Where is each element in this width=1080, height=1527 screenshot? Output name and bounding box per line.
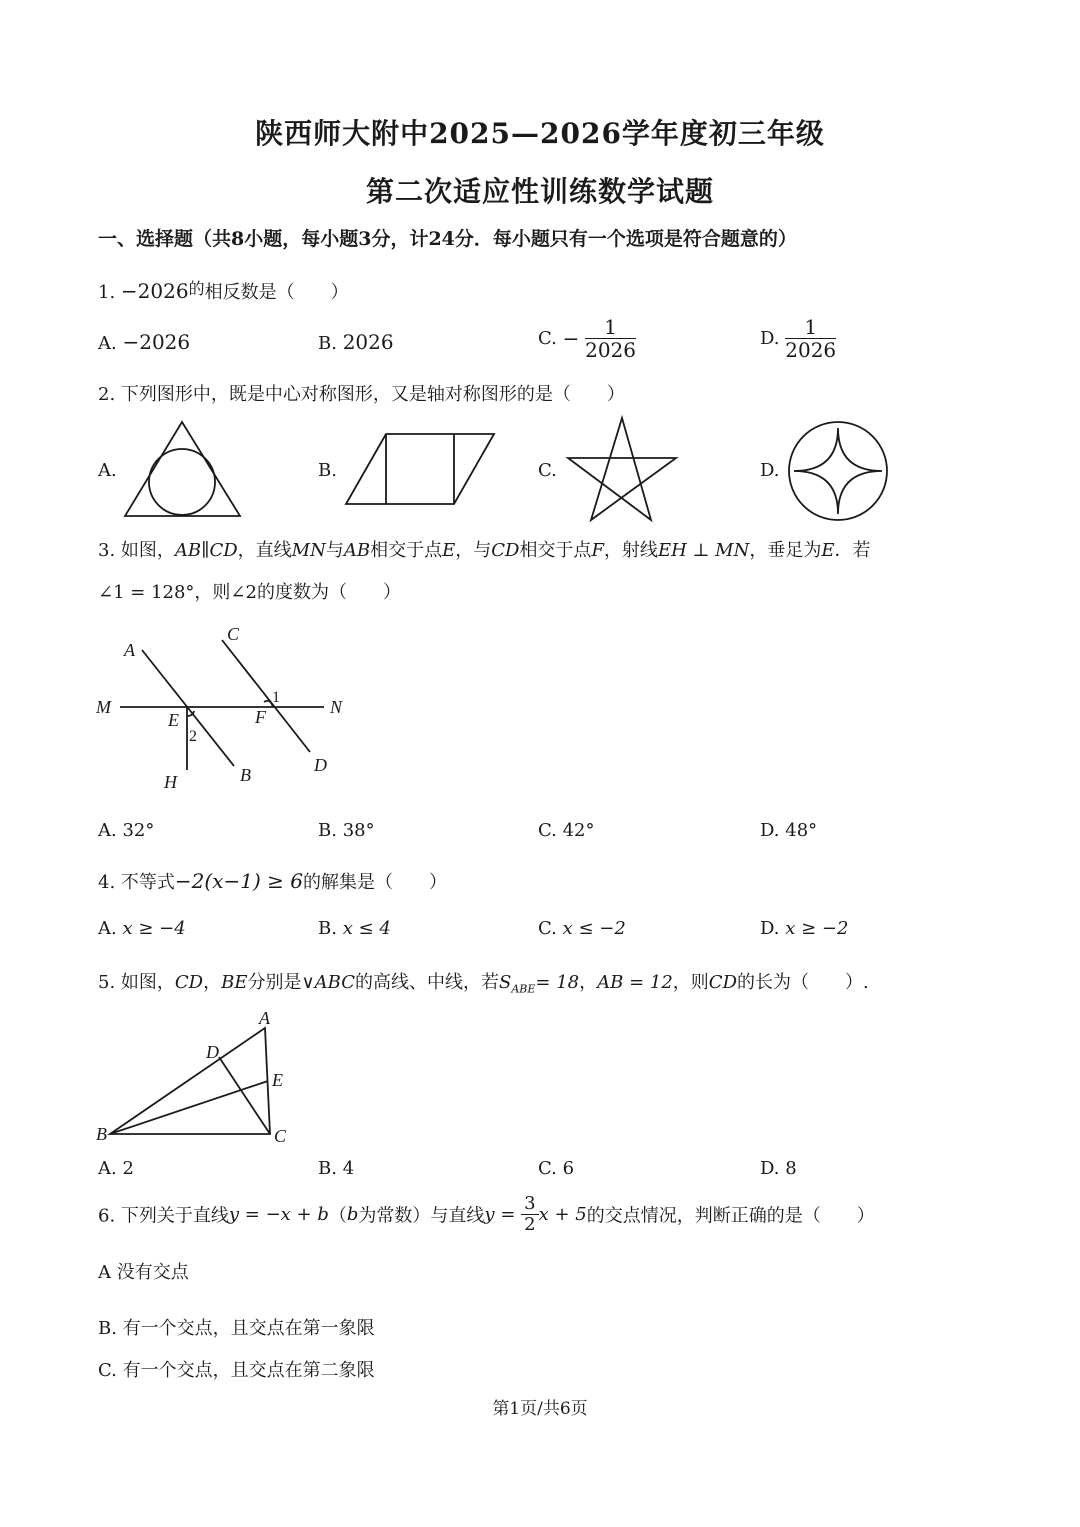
option-text: 没有交点 bbox=[116, 1262, 189, 1283]
question-1 bbox=[98, 276, 349, 304]
q6-text: 的交点情况，判断正确的是（ ） bbox=[586, 1205, 875, 1227]
q3-text: 相交于点 bbox=[370, 540, 443, 561]
astroid-shape bbox=[794, 428, 882, 514]
median-be bbox=[110, 1081, 268, 1134]
label-e: E bbox=[272, 1070, 283, 1090]
parallel-lines-figure bbox=[92, 618, 362, 798]
question-3-line1 bbox=[98, 536, 870, 562]
q1-math: −2026 bbox=[120, 279, 189, 303]
incircle-shape bbox=[149, 449, 215, 515]
question-6 bbox=[98, 1194, 875, 1235]
star-shape bbox=[568, 418, 676, 520]
q5-number: 5. 如图， bbox=[98, 972, 175, 993]
q3-point-e: E bbox=[821, 540, 835, 561]
option-letter: A. bbox=[98, 820, 117, 841]
q3-text: 相交于点 bbox=[519, 540, 592, 561]
option-letter: A. bbox=[98, 1158, 117, 1179]
option-letter: B. bbox=[318, 918, 337, 939]
q1-number: 1. bbox=[98, 282, 116, 303]
q5-ab: AB = 12 bbox=[597, 972, 673, 993]
q4-option-b bbox=[318, 918, 391, 939]
fraction-denominator: 2026 bbox=[585, 338, 636, 362]
exam-title-line1: 陕西师大附中2025—2026学年度初三年级 bbox=[255, 117, 825, 150]
q6-line2-rest: x + 5 bbox=[538, 1203, 587, 1225]
q3-perp: EH ⊥ MN bbox=[657, 540, 750, 561]
option-text: 6 bbox=[562, 1158, 575, 1179]
option-text: 2026 bbox=[342, 330, 394, 354]
option-letter: C. bbox=[538, 820, 557, 841]
option-text: 38° bbox=[342, 820, 375, 841]
fraction-denominator: 2026 bbox=[785, 338, 837, 362]
triangle-shape bbox=[125, 422, 240, 516]
circle-astroid-figure bbox=[784, 420, 892, 522]
q5-option-d bbox=[760, 1158, 797, 1179]
section-heading: 一、选择题（共8小题，每小题3分，计24分．每小题只有一个选项是符合题意的） bbox=[98, 228, 797, 250]
label-angle-2: 2 bbox=[189, 728, 197, 745]
option-text: 32° bbox=[122, 820, 155, 841]
q3-text: ，则 bbox=[194, 582, 231, 603]
q1-option-c bbox=[538, 316, 636, 361]
fraction-numerator: 1 bbox=[785, 316, 836, 339]
option-text: 有一个交点，且交点在第二象限 bbox=[122, 1360, 375, 1381]
question-3-line2 bbox=[98, 578, 401, 604]
q6-text: 为常数）与直线 bbox=[358, 1205, 485, 1227]
label-n: N bbox=[330, 697, 343, 717]
label-b: B bbox=[96, 1124, 107, 1144]
q6-b: b bbox=[346, 1203, 359, 1225]
label-m: M bbox=[96, 697, 111, 717]
q1-option-b bbox=[318, 330, 394, 354]
label-e: E bbox=[168, 710, 179, 730]
q3-parallel: AB∥CD bbox=[174, 540, 238, 561]
q4-number: 4. 不等式 bbox=[98, 872, 175, 893]
q3-line-mn: MN bbox=[291, 540, 326, 561]
question-4 bbox=[98, 868, 447, 894]
label-c: C bbox=[274, 1126, 287, 1146]
option-letter: A. bbox=[98, 333, 117, 354]
option-letter: A. bbox=[98, 918, 117, 939]
fraction-denominator: 2 bbox=[524, 1213, 536, 1235]
parallelogram-figure bbox=[342, 430, 500, 508]
q3-text: ，垂足为 bbox=[749, 540, 822, 561]
q3-text: ．若 bbox=[834, 540, 871, 561]
option-letter: D. bbox=[760, 1158, 780, 1179]
q3-angle1: ∠1 = 128° bbox=[98, 582, 195, 603]
q5-text: 的长为（ ）. bbox=[737, 972, 869, 993]
q5-text: ，则 bbox=[672, 972, 709, 993]
option-letter: C. bbox=[98, 1360, 117, 1381]
q4-inequality: −2(x−1) ≥ 6 bbox=[174, 869, 303, 893]
option-text: 42° bbox=[562, 820, 595, 841]
q3-text: ，与 bbox=[455, 540, 492, 561]
option-text: x ≥ −2 bbox=[785, 918, 849, 939]
option-text: 2 bbox=[122, 1158, 134, 1179]
q5-area-symbol: S bbox=[499, 972, 512, 993]
exam-title-line2: 第二次适应性训练数学试题 bbox=[365, 175, 714, 208]
option-letter: C. bbox=[538, 918, 557, 939]
option-text: 8 bbox=[785, 1158, 797, 1179]
q6-line1: y = −x + b bbox=[228, 1203, 329, 1225]
parallelogram-shape bbox=[346, 434, 494, 504]
option-text: 48° bbox=[785, 820, 818, 841]
page-footer: 第1页/共6页 bbox=[492, 1399, 588, 1419]
label-d: D bbox=[206, 1042, 219, 1062]
triangle-abc-shape bbox=[110, 1028, 270, 1134]
q3-option-b bbox=[318, 820, 375, 841]
label-angle-1: 1 bbox=[272, 689, 280, 706]
line-cd bbox=[222, 640, 310, 752]
q1-de: 的 bbox=[188, 279, 205, 298]
q5-triangle: ∨ABC bbox=[301, 972, 356, 993]
option-letter: B. bbox=[318, 820, 337, 841]
option-letter: D. bbox=[760, 328, 780, 349]
option-letter: B. bbox=[318, 1158, 337, 1179]
q1-option-d bbox=[760, 316, 836, 361]
q3-text: 的度数为（ ） bbox=[256, 582, 401, 603]
pentagram-figure bbox=[562, 414, 682, 524]
option-letter: D. bbox=[760, 820, 780, 841]
label-a: A bbox=[124, 640, 135, 660]
q1-text: 相反数是（ ） bbox=[204, 282, 349, 303]
q5-text: 分别是 bbox=[247, 972, 302, 993]
q4-option-d bbox=[760, 918, 848, 939]
q4-text: 的解集是（ ） bbox=[302, 872, 447, 893]
q6-option-b bbox=[98, 1314, 375, 1340]
fraction bbox=[585, 316, 636, 361]
q3-option-d bbox=[760, 820, 817, 841]
triangle-abc-figure bbox=[92, 1008, 302, 1148]
q3-text: ，直线 bbox=[237, 540, 292, 561]
option-letter: D. bbox=[760, 918, 780, 939]
q6-option-c bbox=[98, 1356, 375, 1382]
q5-text: ， bbox=[579, 972, 598, 993]
q6-number: 6. 下列关于直线 bbox=[98, 1205, 229, 1227]
q5-cd: CD bbox=[174, 972, 204, 993]
label-f: F bbox=[255, 707, 266, 727]
label-a: A bbox=[259, 1008, 270, 1028]
option-text: x ≥ −4 bbox=[122, 918, 186, 939]
q5-area-value: = 18 bbox=[535, 972, 580, 993]
q6-fraction bbox=[521, 1194, 538, 1235]
q3-point-e: E bbox=[442, 540, 456, 561]
q5-option-a bbox=[98, 1158, 134, 1179]
question-5 bbox=[98, 968, 869, 996]
option-letter: B. bbox=[98, 1318, 117, 1339]
q3-number: 3. 如图， bbox=[98, 540, 175, 561]
line-ab bbox=[142, 650, 234, 766]
q6-option-a bbox=[98, 1258, 189, 1284]
q5-be: BE bbox=[221, 972, 248, 993]
option-sign: − bbox=[562, 326, 580, 351]
option-letter: A bbox=[98, 1262, 111, 1283]
q5-cd: CD bbox=[708, 972, 738, 993]
q6-text: （ bbox=[328, 1205, 347, 1227]
q1-option-a bbox=[98, 330, 190, 354]
label-d: D bbox=[314, 755, 327, 775]
option-text: 有一个交点，且交点在第一象限 bbox=[122, 1318, 375, 1339]
q3-option-c bbox=[538, 820, 595, 841]
q3-line-ab: AB bbox=[343, 540, 371, 561]
q4-option-c bbox=[538, 918, 626, 939]
label-b: B bbox=[240, 765, 251, 785]
label-h: H bbox=[164, 772, 177, 792]
option-text: 4 bbox=[342, 1158, 355, 1179]
option-letter: C. bbox=[538, 328, 557, 349]
option-text: x ≤ 4 bbox=[342, 918, 391, 939]
q3-option-a bbox=[98, 820, 154, 841]
fraction-numerator: 1 bbox=[585, 316, 636, 339]
q2-option-a-label: A. bbox=[98, 460, 117, 481]
q2-option-c-label: C. bbox=[538, 460, 557, 481]
q4-option-a bbox=[98, 918, 186, 939]
option-text: −2026 bbox=[122, 330, 191, 354]
q5-option-b bbox=[318, 1158, 354, 1179]
q5-text: 的高线、中线，若 bbox=[355, 972, 500, 993]
q5-text: ， bbox=[203, 972, 222, 993]
option-text: x ≤ −2 bbox=[562, 918, 626, 939]
fraction-numerator: 3 bbox=[521, 1194, 538, 1215]
q3-angle2: ∠2 bbox=[230, 582, 257, 603]
q6-y-equals: y = bbox=[484, 1203, 516, 1225]
option-letter: B. bbox=[318, 333, 337, 354]
q3-line-cd: CD bbox=[491, 540, 520, 561]
q5-area-subscript: ABE bbox=[511, 982, 536, 996]
fraction bbox=[785, 316, 836, 361]
q3-text: ，射线 bbox=[603, 540, 658, 561]
triangle-incircle-figure bbox=[120, 418, 245, 520]
q2-option-d-label: D. bbox=[760, 460, 780, 481]
q3-point-f: F bbox=[591, 540, 604, 561]
q3-text: 与 bbox=[325, 540, 344, 561]
option-letter: C. bbox=[538, 1158, 557, 1179]
q2-option-b-label: B. bbox=[318, 460, 337, 481]
q5-option-c bbox=[538, 1158, 574, 1179]
question-2: 2. 下列图形中，既是中心对称图形，又是轴对称图形的是（ ） bbox=[98, 384, 625, 405]
label-c: C bbox=[227, 624, 240, 644]
